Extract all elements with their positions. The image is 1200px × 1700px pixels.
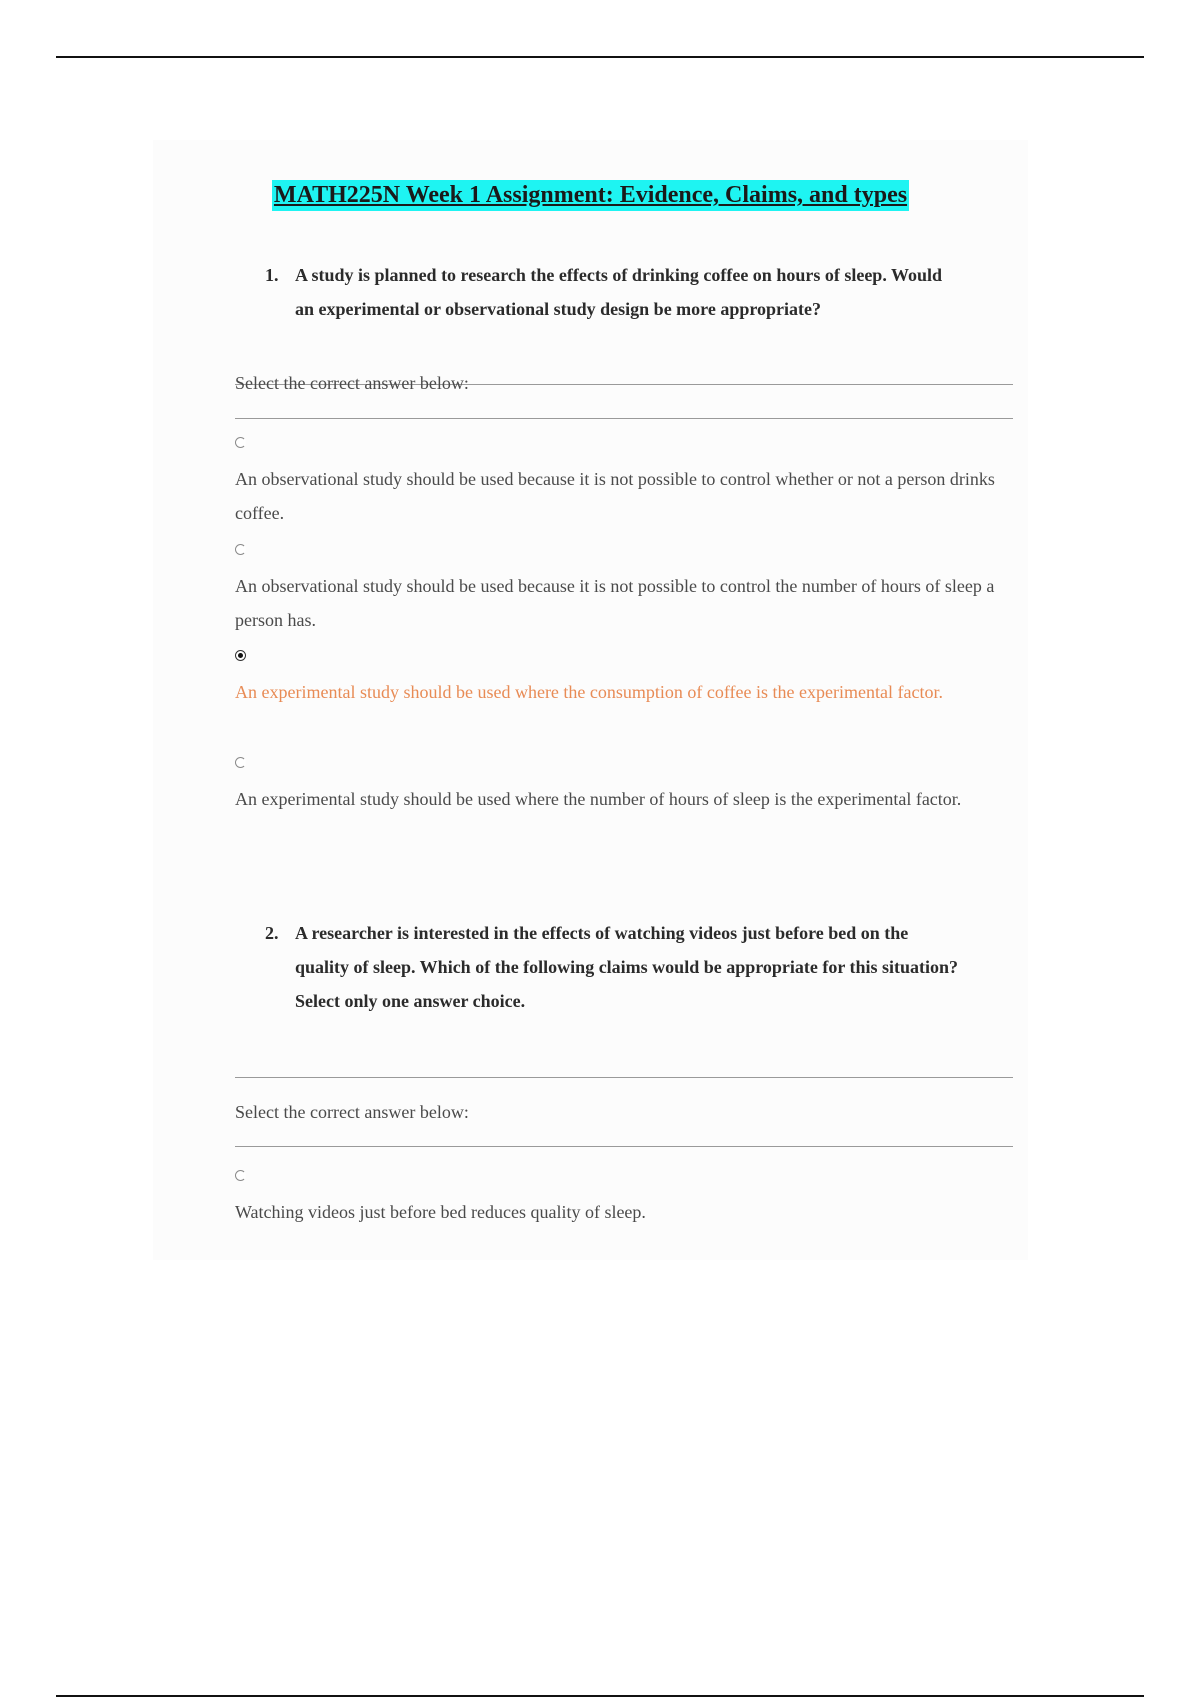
answer-prompt: Select the correct answer below: (235, 1102, 469, 1122)
document-title: MATH225N Week 1 Assignment: Evidence, Claims, and types (272, 180, 909, 211)
question-text: A study is planned to research the effects of drinking coffee on hours of sleep. Would an experimental or observational study design be more appropriate? (295, 265, 943, 319)
radio-option-1a[interactable] (235, 437, 246, 448)
radio-option-2a[interactable] (235, 1170, 246, 1181)
radio-option-1d[interactable] (235, 757, 246, 768)
question-number: 1. (265, 265, 279, 285)
question-text: A researcher is interested in the effects of watching videos just before bed on the quality of sleep. Which of the following claims would be appropriate for this situation? Select only one answer choice. (295, 923, 959, 1011)
document-content (153, 140, 1028, 1260)
option-text-1d: An experimental study should be used where the number of hours of sleep is the experimental factor. (235, 789, 962, 809)
divider (235, 1146, 1013, 1147)
question-1 (265, 258, 965, 326)
divider (235, 418, 1013, 419)
option-text-1a: An observational study should be used because it is not possible to control whether or not a person drinks coffee. (235, 469, 995, 523)
title-block (153, 180, 1028, 211)
radio-option-1c-selected[interactable] (235, 650, 246, 661)
option-text-1b: An observational study should be used because it is not possible to control the number of hours of sleep a person has. (235, 576, 995, 630)
page-bottom-rule (56, 1695, 1144, 1697)
answer-prompt: Select the correct answer below: (235, 373, 469, 393)
option-text-1c: An experimental study should be used where the consumption of coffee is the experimental factor. (235, 682, 943, 702)
divider (235, 1077, 1013, 1078)
question-2 (265, 916, 965, 1018)
question-number: 2. (265, 923, 279, 943)
radio-option-1b[interactable] (235, 544, 246, 555)
page-top-rule (56, 56, 1144, 58)
option-text-2a: Watching videos just before bed reduces quality of sleep. (235, 1202, 646, 1222)
